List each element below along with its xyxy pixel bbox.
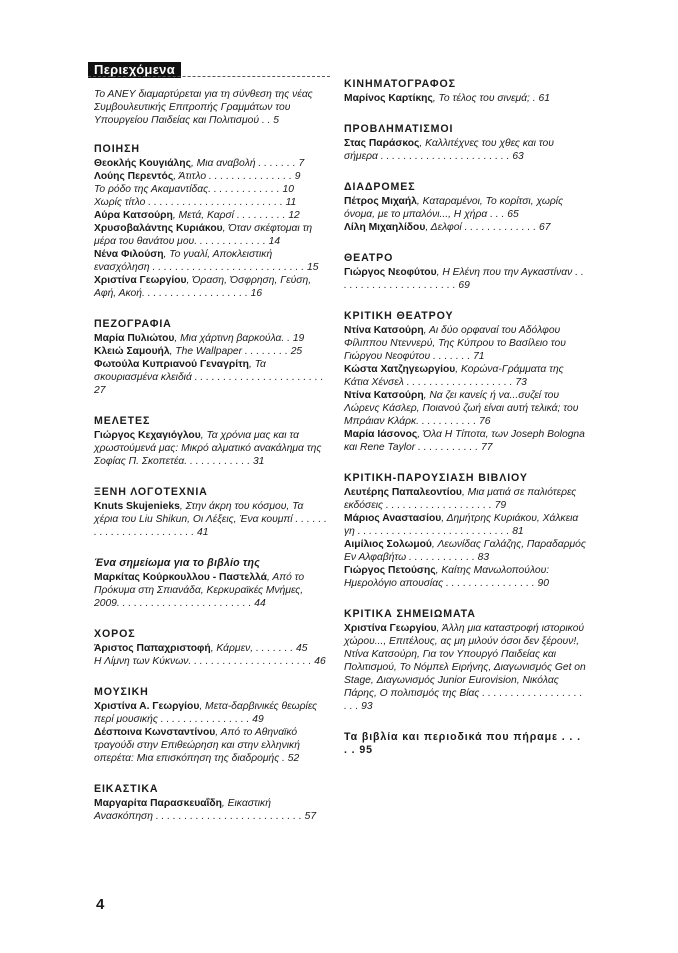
- toc-entry[interactable]: [344, 486, 586, 512]
- section-heading: ΠΡΟΒΛΗΜΑΤΙΣΜΟΙ: [344, 123, 454, 135]
- toc-section: [94, 415, 328, 468]
- toc-entry[interactable]: [344, 564, 586, 590]
- entry-author: Μάριος Αναστασίου: [344, 513, 442, 524]
- entry-author: Χριστίνα Α. Γεωργίου: [94, 701, 200, 712]
- intro-entry: Το ΑΝΕΥ διαμαρτύρεται για τη σύνθεση της νέας Συμβουλευτικής Επιτροπής Γραμμάτων του Υπουργείου Παιδείας και Πολιτισμού . . 5: [94, 89, 313, 126]
- entry-author: Φωτούλα Κυπριανού Γεναγρίτη: [94, 359, 249, 370]
- entry-author: Μαρίνος Καρτίκης: [344, 93, 433, 104]
- entry-author: Νένα Φιλούση: [94, 249, 164, 260]
- entry-title: , Μετα-δαρβινικές θεωρίες περί μουσικής . . . . . . . . . . . . . . . . 49: [94, 701, 318, 725]
- toc-section: [344, 123, 586, 163]
- toc-entry[interactable]: [94, 332, 328, 345]
- entry-title: , Κάρμεν, . . . . . . . 45: [210, 643, 308, 654]
- entry-author: Knuts Skujenieks: [94, 501, 180, 512]
- section-heading: ΔΙΑΔΡΟΜΕΣ: [344, 181, 416, 193]
- section-heading: ΚΡΙΤΙΚΑ ΣΗΜΕΙΩΜΑΤΑ: [344, 608, 476, 620]
- section-heading: ΚΡΙΤΙΚΗ ΘΕΑΤΡΟΥ: [344, 310, 454, 322]
- entry-title: Το ρόδο της Ακαμαντίδας. . . . . . . . . . . . . 10: [94, 184, 294, 195]
- entry-title: , Μια αναβολή . . . . . . . 7: [190, 158, 305, 169]
- entry-title: , Το γυαλί, Αποκλειστική ενασχόληση . . . . . . . . . . . . . . . . . . . . . . . . . . . 15: [94, 249, 319, 273]
- entry-title: , Όταν σκέφτομαι τη μέρα του θανάτου μου. . . . . . . . . . . . . 14: [94, 223, 313, 247]
- toc-entry[interactable]: [344, 195, 586, 221]
- toc-entry[interactable]: [94, 209, 328, 222]
- toc-section: [344, 731, 586, 757]
- entry-title: , Μια χάρτινη βαρκούλα. . 19: [174, 333, 305, 344]
- entry-author: Άριστος Παπαχριστοφή: [94, 643, 211, 654]
- section-heading: ΘΕΑΤΡΟ: [344, 252, 394, 264]
- entry-title: , Η Ελένη που την Αγκαστίναν . . . . . . . . . . . . . . . . . . . . . . 69: [344, 267, 584, 291]
- toc-entry[interactable]: [94, 183, 328, 196]
- entry-title: , Δελφοί . . . . . . . . . . . . . 67: [425, 222, 551, 233]
- toc-entry[interactable]: [94, 157, 328, 170]
- page-number: 4: [96, 896, 105, 913]
- entry-title: Χωρίς τίτλο . . . . . . . . . . . . . . . . . . . . . . . . 11: [94, 197, 297, 208]
- toc-entry[interactable]: [94, 797, 328, 823]
- section-heading: Ένα σημείωμα για το βιβλίο της: [94, 557, 260, 569]
- toc-entry[interactable]: [344, 428, 586, 454]
- entry-author: Γιώργος Κεχαγιόγλου: [94, 430, 201, 441]
- entry-author: Πέτρος Μιχαήλ: [344, 196, 417, 207]
- entry-title: , Να ζει κανείς ή να...συζεί του Λώρενς Κάσλερ, Ποιανού ζωή είναι αυτή τελικά; του Μπράιαν Κλάρκ. . . . . . . . . . . 76: [344, 390, 579, 427]
- entry-title: , Λεωνίδας Γαλάζης, Παραδαρμός Εν Αλφαβήτω . . . . . . . . . . . . 83: [344, 539, 586, 563]
- entry-author: Λίλη Μιχαηλίδου: [344, 222, 426, 233]
- entry-title: , Καλλιτέχνες του χθες και του σήμερα . . . . . . . . . . . . . . . . . . . . . . . 63: [344, 138, 554, 162]
- toc-section: [94, 143, 328, 300]
- toc-section: [344, 252, 586, 292]
- section-heading: Τα βιβλία και περιοδικά που πήραμε . . . . . 95: [344, 731, 581, 756]
- entry-author: Μαρκίτας Κούρκουλλου - Παστελλά: [94, 572, 267, 583]
- entry-title: , Άτιτλο . . . . . . . . . . . . . . . 9: [173, 171, 301, 182]
- toc-entry[interactable]: [94, 726, 328, 765]
- toc-entry[interactable]: [94, 429, 328, 468]
- toc-entry[interactable]: [94, 500, 328, 539]
- entry-author: Γιώργος Πετούσης: [344, 565, 436, 576]
- entry-title: , Άλλη μια καταστροφή ιστορικού χώρου..., Επιτέλους, ας μη μιλούν όσοι δεν ξέρουν!, Ντίνα Κατσούρη, Για τον Υπουργό Παιδείας και Πολιτισμού, Το Νόμπελ Ειρήνης, Διαγωνισμός Get on Stage, Διαγωνισμός Junior Eurovision, Νικόλας Πάρης, Ο πολιτισμός της Βίας . . . . . . . . . . . . . . . . . . . . . 93: [344, 623, 586, 712]
- toc-entry[interactable]: [94, 642, 328, 655]
- entry-title: , Από το Αθηναϊκό τραγούδι στην Επιθεώρηση και στην ελληνική οπερέτα: Μια επισκόπηση της διαδρομής . 52: [94, 727, 300, 764]
- toc-section: [94, 486, 328, 539]
- toc-section: [344, 78, 586, 105]
- right-column: [344, 78, 586, 775]
- entry-author: Κλειώ Σαμουήλ: [94, 346, 170, 357]
- toc-entry[interactable]: [344, 389, 586, 428]
- entry-author: Μαρία Ιάσονος: [344, 429, 418, 440]
- entry-title: , Καταραμένοι, Το κορίτσι, χωρίς όνομα, με το μπαλόνι..., Η χήρα . . . 65: [344, 196, 564, 220]
- contents-header: [88, 58, 330, 82]
- section-heading: ΞΕΝΗ ΛΟΓΟΤΕΧΝΙΑ: [94, 486, 208, 498]
- entry-title: , Στην άκρη του κόσμου, Τα χέρια του Liu Shikun, Οι Λέξεις, Ένα κουμπί . . . . . . . . . . . . . . . . . . . . . . . . 41: [94, 501, 327, 538]
- entry-author: Χρυσοβαλάντης Κυριάκου: [94, 223, 223, 234]
- entry-title: , Κορώνα-Γράμματα της Κάτια Χένσελ . . . . . . . . . . . . . . . . . . . 73: [344, 364, 564, 388]
- toc-section: [94, 557, 328, 610]
- entry-author: Μαργαρίτα Παρασκευαΐδη: [94, 798, 222, 809]
- entry-title: , Όραση, Όσφρηση, Γεύση, Αφή, Ακοή. . . . . . . . . . . . . . . . . . . 16: [94, 275, 312, 299]
- toc-section: [94, 318, 328, 397]
- section-heading: ΚΙΝΗΜΑΤΟΓΡΑΦΟΣ: [344, 78, 456, 90]
- section-heading: ΠΕΖΟΓΡΑΦΙΑ: [94, 318, 172, 330]
- toc-entry[interactable]: [94, 655, 328, 668]
- toc-entry[interactable]: [344, 324, 586, 363]
- toc-entry[interactable]: [94, 571, 328, 610]
- entry-author: Λευτέρης Παπαλεοντίου: [344, 487, 462, 498]
- entry-title: , Τα χρόνια μας και τα χρωστούμενά μας: Μικρό αλματικό ανακάλημα της Σοφίας Π. Σκοπετέα. . . . . . . . . . . . 31: [94, 430, 322, 467]
- toc-entry[interactable]: [94, 196, 328, 209]
- entry-title: , Τα σκουριασμένα κλειδιά . . . . . . . . . . . . . . . . . . . . . . . 27: [94, 359, 324, 396]
- toc-entry[interactable]: [344, 538, 586, 564]
- entry-title: Η Λίμνη των Κύκνων. . . . . . . . . . . . . . . . . . . . . . 46: [94, 656, 326, 667]
- entry-title: , Εικαστική Ανασκόπηση . . . . . . . . . . . . . . . . . . . . . . . . . . 57: [94, 798, 317, 822]
- section-heading: ΠΟΙΗΣΗ: [94, 143, 140, 155]
- entry-title: , Καίτης Μανωλοπούλου: Ημερολόγιο απουσίας . . . . . . . . . . . . . . . . 90: [344, 565, 550, 589]
- toc-section: [94, 783, 328, 823]
- toc-entry[interactable]: [94, 358, 328, 397]
- toc-entry[interactable]: [344, 221, 586, 234]
- entry-author: Μαρία Πυλιώτου: [94, 333, 175, 344]
- entry-title: , Αι δύο ορφαναί του Αδόλφου Φίλιππου Ντεννερύ, Της Κύπρου το Βασίλειο του Γιώργου Νεοφύτου . . . . . . . 71: [344, 325, 566, 362]
- toc-entry[interactable]: [344, 512, 586, 538]
- section-heading: ΜΟΥΣΙΚΗ: [94, 686, 149, 698]
- entry-author: Ντίνα Κατσούρη: [344, 325, 424, 336]
- entry-author: Ντίνα Κατσούρη: [344, 390, 424, 401]
- section-heading: ΧΟΡΟΣ: [94, 628, 136, 640]
- entry-title: , Μια ματιά σε παλιότερες εκδόσεις . . . . . . . . . . . . . . . . . . . 79: [344, 487, 577, 511]
- entry-author: Αύρα Κατσούρη: [94, 210, 173, 221]
- entry-title: , Μετά, Καρσί . . . . . . . . . 12: [172, 210, 300, 221]
- toc-entry[interactable]: [344, 363, 586, 389]
- toc-entry[interactable]: [344, 137, 586, 163]
- entry-author: Θεοκλής Κουγιάλης: [94, 158, 191, 169]
- toc-entry[interactable]: [94, 274, 328, 300]
- toc-section: [344, 608, 586, 713]
- entry-author: Στας Παράσκος: [344, 138, 420, 149]
- toc-section: [344, 181, 586, 234]
- entry-title: , The Wallpaper . . . . . . . . 25: [169, 346, 303, 357]
- toc-entry[interactable]: [344, 92, 586, 105]
- toc-section: [94, 686, 328, 765]
- section-heading: ΕΙΚΑΣΤΙΚΑ: [94, 783, 159, 795]
- toc-section: [344, 310, 586, 454]
- entry-title: , Το τέλος του σινεμά; . 61: [432, 93, 550, 104]
- toc-entry[interactable]: [344, 266, 586, 292]
- entry-author: Γιώργος Νεοφύτου: [344, 267, 437, 278]
- toc-entry[interactable]: [94, 248, 328, 274]
- section-heading: ΚΡΙΤΙΚΗ-ΠΑΡΟΥΣΙΑΣΗ ΒΙΒΛΙΟΥ: [344, 472, 528, 484]
- entry-author: Χριστίνα Γεωργίου: [94, 275, 187, 286]
- entry-author: Δέσποινα Κωνσταντίνου: [94, 727, 216, 738]
- toc-section: [94, 628, 328, 668]
- entry-title: , Δημήτρης Κυριάκου, Χάλκεια γη . . . . . . . . . . . . . . . . . . . . . . . . . . . 81: [344, 513, 579, 537]
- entry-author: Κώστα Χατζηγεωργίου: [344, 364, 456, 375]
- toc-entry[interactable]: [94, 170, 328, 183]
- header-divider: [88, 76, 330, 77]
- entry-title: , Από το Πρόκυμα στη Σπιανάδα, Κερκυραϊκές Μνήμες, 2009. . . . . . . . . . . . . . . . . . . . . . . . 44: [94, 572, 305, 609]
- toc-entry[interactable]: [94, 700, 328, 726]
- entry-title: , Όλα Η Τίποτα, των Joseph Bologna και Rene Taylor . . . . . . . . . . . 77: [344, 429, 585, 453]
- toc-section: [344, 472, 586, 590]
- toc-entry[interactable]: [344, 622, 586, 713]
- toc-entry[interactable]: [94, 222, 328, 248]
- section-heading: ΜΕΛΕΤΕΣ: [94, 415, 151, 427]
- entry-author: Χριστίνα Γεωργίου: [344, 623, 437, 634]
- contents-title: Περιεχόμενα: [88, 62, 181, 78]
- entry-author: Λούης Περεντός: [94, 171, 174, 182]
- left-column: [94, 88, 328, 841]
- toc-entry[interactable]: [94, 345, 328, 358]
- entry-author: Αιμίλιος Σολωμού: [344, 539, 432, 550]
